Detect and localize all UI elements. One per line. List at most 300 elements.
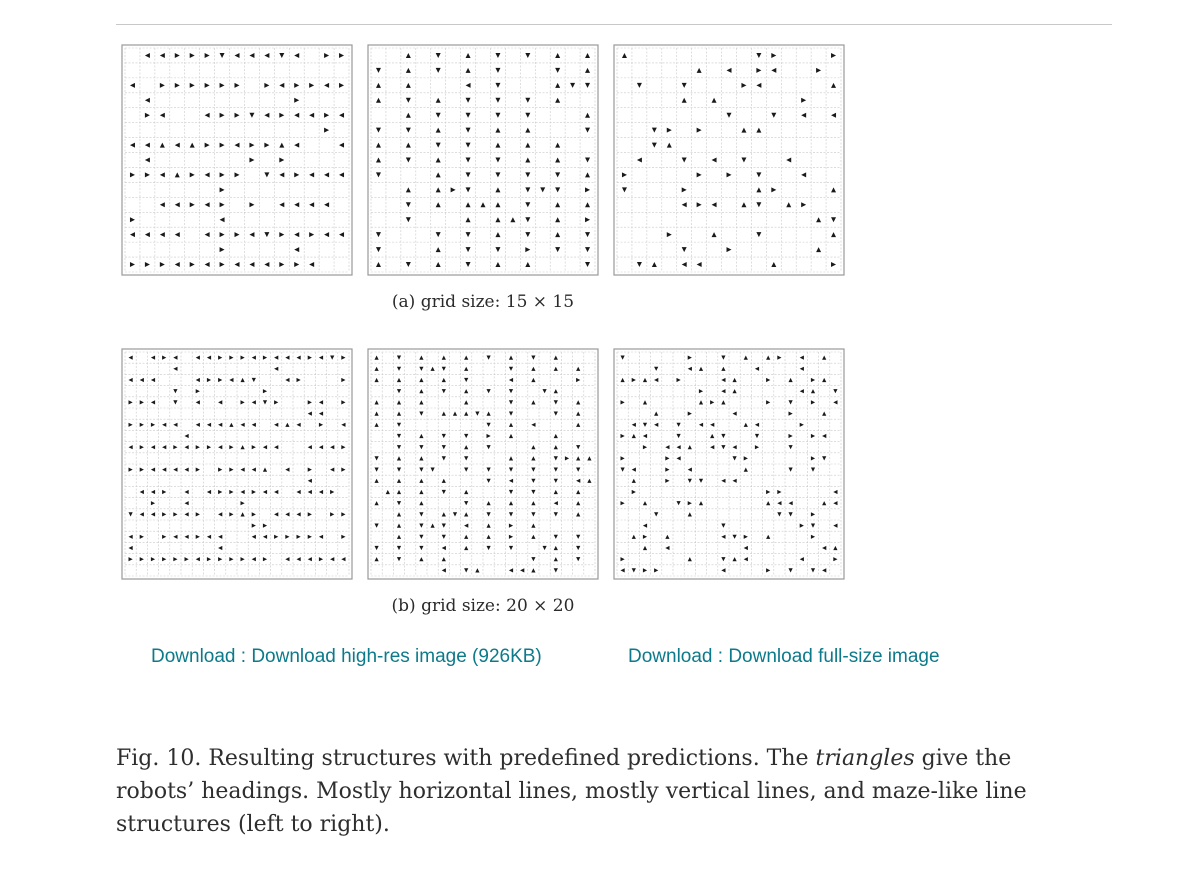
- robot-heading-triangle: [285, 356, 289, 360]
- robot-heading-triangle: [330, 356, 334, 360]
- robot-heading-triangle: [643, 568, 647, 572]
- robot-heading-triangle: [495, 68, 500, 73]
- robot-heading-triangle: [285, 423, 289, 427]
- robot-heading-triangle: [495, 53, 500, 58]
- robot-heading-triangle: [264, 53, 269, 58]
- robot-heading-triangle: [464, 535, 468, 539]
- robot-heading-triangle: [220, 217, 225, 222]
- robot-heading-triangle: [727, 113, 732, 118]
- robot-heading-triangle: [585, 217, 590, 222]
- robot-heading-triangle: [667, 232, 672, 237]
- robot-heading-triangle: [252, 400, 256, 404]
- robot-heading-triangle: [173, 389, 177, 393]
- robot-heading-triangle: [229, 512, 233, 516]
- robot-heading-triangle: [207, 445, 211, 449]
- robot-heading-triangle: [419, 367, 423, 371]
- robot-heading-triangle: [811, 434, 815, 438]
- robot-heading-triangle: [744, 468, 748, 472]
- robot-heading-triangle: [710, 434, 714, 438]
- robot-heading-triangle: [712, 232, 717, 237]
- download-fullsize-link[interactable]: Download : Download full-size image: [628, 646, 940, 667]
- robot-heading-triangle: [637, 158, 642, 163]
- robot-heading-triangle: [495, 143, 500, 148]
- robot-heading-triangle: [531, 524, 535, 528]
- robot-heading-triangle: [721, 356, 725, 360]
- robot-heading-triangle: [406, 158, 411, 163]
- robot-heading-triangle: [756, 232, 761, 237]
- robot-heading-triangle: [466, 53, 471, 58]
- robot-heading-triangle: [308, 400, 312, 404]
- robot-heading-triangle: [677, 434, 681, 438]
- robot-heading-triangle: [263, 490, 267, 494]
- robot-heading-triangle: [160, 143, 165, 148]
- robot-heading-triangle: [274, 445, 278, 449]
- robot-heading-triangle: [621, 557, 625, 561]
- robot-heading-triangle: [309, 172, 314, 177]
- robot-heading-triangle: [756, 68, 761, 73]
- robot-heading-triangle: [442, 456, 446, 460]
- robot-heading-triangle: [264, 172, 269, 177]
- robot-heading-triangle: [721, 367, 725, 371]
- robot-heading-triangle: [621, 400, 625, 404]
- robot-heading-triangle: [308, 490, 312, 494]
- robot-heading-triangle: [205, 113, 210, 118]
- robot-heading-triangle: [442, 434, 446, 438]
- robot-heading-triangle: [235, 83, 240, 88]
- download-highres-link[interactable]: Download : Download high-res image (926KB): [151, 646, 542, 667]
- robot-heading-triangle: [727, 247, 732, 252]
- robot-heading-triangle: [789, 378, 793, 382]
- robot-heading-triangle: [190, 262, 195, 267]
- robot-heading-triangle: [710, 423, 714, 427]
- robot-heading-triangle: [319, 535, 323, 539]
- robot-heading-triangle: [487, 468, 491, 472]
- robot-heading-triangle: [466, 143, 471, 148]
- robot-heading-triangle: [279, 172, 284, 177]
- robot-heading-triangle: [218, 535, 222, 539]
- robot-heading-triangle: [406, 113, 411, 118]
- robot-heading-triangle: [822, 568, 826, 572]
- robot-heading-triangle: [777, 501, 781, 505]
- robot-heading-triangle: [442, 568, 446, 572]
- robot-heading-triangle: [297, 490, 301, 494]
- robot-heading-triangle: [162, 512, 166, 516]
- robot-heading-triangle: [495, 247, 500, 252]
- robot-heading-triangle: [677, 456, 681, 460]
- robot-heading-triangle: [241, 445, 245, 449]
- robot-heading-triangle: [185, 501, 189, 505]
- robot-heading-triangle: [442, 479, 446, 483]
- robot-heading-triangle: [585, 232, 590, 237]
- robot-heading-triangle: [777, 512, 781, 516]
- robot-heading-triangle: [509, 423, 513, 427]
- robot-heading-triangle: [789, 468, 793, 472]
- robot-heading-triangle: [274, 367, 278, 371]
- robot-heading-triangle: [622, 187, 627, 192]
- robot-heading-triangle: [576, 535, 580, 539]
- robot-heading-triangle: [129, 356, 133, 360]
- panel-b-horizontal: [121, 348, 353, 580]
- robot-heading-triangle: [207, 490, 211, 494]
- robot-heading-triangle: [487, 423, 491, 427]
- robot-heading-triangle: [406, 143, 411, 148]
- robot-heading-triangle: [555, 202, 560, 207]
- robot-heading-triangle: [145, 113, 150, 118]
- robot-heading-triangle: [294, 172, 299, 177]
- robot-heading-triangle: [263, 389, 267, 393]
- robot-heading-triangle: [376, 98, 381, 103]
- robot-heading-triangle: [376, 68, 381, 73]
- robot-heading-triangle: [756, 83, 761, 88]
- robot-heading-triangle: [699, 501, 703, 505]
- robot-heading-triangle: [308, 412, 312, 416]
- robot-heading-triangle: [220, 83, 225, 88]
- robot-heading-triangle: [140, 490, 144, 494]
- robot-heading-triangle: [442, 356, 446, 360]
- robot-heading-triangle: [376, 143, 381, 148]
- robot-heading-triangle: [509, 412, 513, 416]
- robot-heading-triangle: [185, 490, 189, 494]
- robot-heading-triangle: [621, 468, 625, 472]
- robot-heading-triangle: [531, 490, 535, 494]
- robot-heading-triangle: [436, 68, 441, 73]
- robot-heading-triangle: [677, 378, 681, 382]
- robot-heading-triangle: [205, 83, 210, 88]
- robot-heading-triangle: [376, 83, 381, 88]
- robot-heading-triangle: [555, 232, 560, 237]
- robot-heading-triangle: [464, 568, 468, 572]
- robot-heading-triangle: [205, 172, 210, 177]
- robot-heading-triangle: [375, 356, 379, 360]
- grid-frame: [368, 45, 598, 275]
- robot-heading-triangle: [397, 524, 401, 528]
- robot-heading-triangle: [263, 468, 267, 472]
- robot-heading-triangle: [173, 535, 177, 539]
- robot-heading-triangle: [129, 512, 133, 516]
- robot-heading-triangle: [632, 479, 636, 483]
- robot-heading-triangle: [397, 400, 401, 404]
- robot-heading-triangle: [419, 546, 423, 550]
- robot-heading-triangle: [160, 83, 165, 88]
- robot-heading-triangle: [688, 479, 692, 483]
- robot-heading-triangle: [419, 378, 423, 382]
- robot-heading-triangle: [487, 546, 491, 550]
- robot-heading-triangle: [218, 378, 222, 382]
- robot-heading-triangle: [436, 187, 441, 192]
- robot-heading-triangle: [309, 232, 314, 237]
- panel-a-maze: [613, 44, 845, 276]
- robot-heading-triangle: [525, 128, 530, 133]
- robot-heading-triangle: [576, 468, 580, 472]
- robot-heading-triangle: [652, 143, 657, 148]
- robot-heading-triangle: [279, 202, 284, 207]
- robot-heading-triangle: [495, 187, 500, 192]
- robot-heading-triangle: [324, 113, 329, 118]
- robot-heading-triangle: [285, 535, 289, 539]
- robot-heading-triangle: [196, 468, 200, 472]
- robot-heading-triangle: [495, 83, 500, 88]
- robot-heading-triangle: [185, 512, 189, 516]
- robot-heading-triangle: [789, 445, 793, 449]
- robot-heading-triangle: [585, 158, 590, 163]
- robot-heading-triangle: [339, 143, 344, 148]
- robot-heading-triangle: [576, 501, 580, 505]
- robot-heading-triangle: [294, 98, 299, 103]
- robot-heading-triangle: [175, 83, 180, 88]
- robot-heading-triangle: [330, 512, 334, 516]
- robot-heading-triangle: [801, 98, 806, 103]
- robot-heading-triangle: [175, 143, 180, 148]
- robot-heading-triangle: [697, 128, 702, 133]
- robot-heading-triangle: [733, 378, 737, 382]
- robot-heading-triangle: [643, 434, 647, 438]
- robot-heading-triangle: [667, 128, 672, 133]
- robot-heading-triangle: [466, 217, 471, 222]
- robot-heading-triangle: [509, 434, 513, 438]
- robot-heading-triangle: [585, 53, 590, 58]
- robot-heading-triangle: [190, 172, 195, 177]
- robot-heading-triangle: [252, 490, 256, 494]
- robot-heading-triangle: [756, 202, 761, 207]
- robot-heading-triangle: [419, 490, 423, 494]
- robot-heading-triangle: [263, 557, 267, 561]
- robot-heading-triangle: [621, 568, 625, 572]
- robot-heading-triangle: [464, 456, 468, 460]
- robot-heading-triangle: [205, 53, 210, 58]
- robot-heading-triangle: [309, 83, 314, 88]
- robot-heading-triangle: [816, 217, 821, 222]
- robot-heading-triangle: [531, 356, 535, 360]
- robot-heading-triangle: [755, 367, 759, 371]
- robot-heading-triangle: [464, 434, 468, 438]
- robot-heading-triangle: [697, 202, 702, 207]
- robot-heading-triangle: [721, 479, 725, 483]
- robot-heading-triangle: [712, 98, 717, 103]
- robot-heading-triangle: [487, 356, 491, 360]
- robot-heading-triangle: [145, 262, 150, 267]
- robot-heading-triangle: [510, 217, 515, 222]
- robot-heading-triangle: [622, 172, 627, 177]
- robot-heading-triangle: [699, 400, 703, 404]
- robot-heading-triangle: [509, 512, 513, 516]
- robot-heading-triangle: [235, 53, 240, 58]
- robot-heading-triangle: [643, 400, 647, 404]
- robot-heading-triangle: [688, 356, 692, 360]
- robot-heading-triangle: [140, 535, 144, 539]
- robot-heading-triangle: [185, 535, 189, 539]
- robot-heading-triangle: [173, 356, 177, 360]
- robot-heading-triangle: [554, 367, 558, 371]
- robot-heading-triangle: [766, 501, 770, 505]
- robot-heading-triangle: [831, 232, 836, 237]
- robot-heading-triangle: [274, 356, 278, 360]
- robot-heading-triangle: [160, 202, 165, 207]
- robot-heading-triangle: [643, 378, 647, 382]
- robot-heading-triangle: [442, 524, 446, 528]
- robot-heading-triangle: [585, 113, 590, 118]
- robot-heading-triangle: [341, 400, 345, 404]
- robot-heading-triangle: [319, 557, 323, 561]
- robot-heading-triangle: [688, 501, 692, 505]
- robot-heading-triangle: [249, 262, 254, 267]
- robot-heading-triangle: [252, 356, 256, 360]
- robot-heading-triangle: [173, 512, 177, 516]
- robot-heading-triangle: [733, 412, 737, 416]
- robot-heading-triangle: [741, 83, 746, 88]
- robot-heading-triangle: [682, 83, 687, 88]
- robot-heading-triangle: [585, 247, 590, 252]
- robot-heading-triangle: [643, 423, 647, 427]
- robot-heading-triangle: [816, 247, 821, 252]
- robot-heading-triangle: [665, 468, 669, 472]
- robot-heading-triangle: [397, 535, 401, 539]
- caption-emphasis: triangles: [815, 746, 915, 771]
- robot-heading-triangle: [285, 378, 289, 382]
- robot-heading-triangle: [220, 232, 225, 237]
- robot-heading-triangle: [419, 535, 423, 539]
- robot-heading-triangle: [822, 546, 826, 550]
- robot-heading-triangle: [185, 434, 189, 438]
- robot-heading-triangle: [475, 412, 479, 416]
- robot-heading-triangle: [466, 128, 471, 133]
- robot-heading-triangle: [771, 53, 776, 58]
- robot-heading-triangle: [710, 445, 714, 449]
- caption-label: Fig. 10.: [116, 746, 202, 771]
- robot-heading-triangle: [190, 202, 195, 207]
- robot-heading-triangle: [419, 557, 423, 561]
- robot-heading-triangle: [585, 83, 590, 88]
- robot-heading-triangle: [175, 172, 180, 177]
- robot-heading-triangle: [185, 445, 189, 449]
- robot-heading-triangle: [235, 113, 240, 118]
- robot-heading-triangle: [833, 524, 837, 528]
- robot-heading-triangle: [531, 535, 535, 539]
- robot-heading-triangle: [241, 378, 245, 382]
- robot-heading-triangle: [436, 262, 441, 267]
- robot-heading-triangle: [509, 546, 513, 550]
- robot-heading-triangle: [252, 423, 256, 427]
- robot-heading-triangle: [341, 468, 345, 472]
- robot-heading-triangle: [733, 479, 737, 483]
- robot-heading-triangle: [654, 378, 658, 382]
- robot-heading-triangle: [397, 445, 401, 449]
- robot-heading-triangle: [665, 546, 669, 550]
- robot-heading-triangle: [294, 143, 299, 148]
- robot-heading-triangle: [397, 501, 401, 505]
- robot-heading-triangle: [531, 445, 535, 449]
- robot-heading-triangle: [173, 468, 177, 472]
- robot-heading-triangle: [151, 356, 155, 360]
- robot-heading-triangle: [800, 557, 804, 561]
- robot-heading-triangle: [771, 113, 776, 118]
- robot-heading-triangle: [789, 434, 793, 438]
- robot-heading-triangle: [555, 247, 560, 252]
- robot-heading-triangle: [229, 356, 233, 360]
- robot-heading-triangle: [130, 143, 135, 148]
- robot-heading-triangle: [397, 423, 401, 427]
- robot-heading-triangle: [755, 434, 759, 438]
- robot-heading-triangle: [397, 456, 401, 460]
- robot-heading-triangle: [525, 247, 530, 252]
- robot-heading-triangle: [249, 53, 254, 58]
- robot-heading-triangle: [744, 423, 748, 427]
- robot-heading-triangle: [241, 501, 245, 505]
- robot-heading-triangle: [495, 217, 500, 222]
- robot-heading-triangle: [643, 535, 647, 539]
- robot-heading-triangle: [229, 490, 233, 494]
- robot-heading-triangle: [130, 232, 135, 237]
- robot-heading-triangle: [419, 434, 423, 438]
- robot-heading-triangle: [376, 247, 381, 252]
- robot-heading-triangle: [207, 378, 211, 382]
- robot-heading-triangle: [481, 202, 486, 207]
- robot-heading-triangle: [682, 262, 687, 267]
- robot-heading-triangle: [822, 412, 826, 416]
- robot-heading-triangle: [525, 143, 530, 148]
- robot-heading-triangle: [733, 535, 737, 539]
- robot-heading-triangle: [585, 202, 590, 207]
- robot-heading-triangle: [789, 568, 793, 572]
- robot-heading-triangle: [643, 445, 647, 449]
- robot-heading-triangle: [801, 202, 806, 207]
- robot-heading-triangle: [652, 262, 657, 267]
- robot-heading-triangle: [487, 524, 491, 528]
- robot-heading-triangle: [531, 378, 535, 382]
- robot-heading-triangle: [554, 546, 558, 550]
- robot-heading-triangle: [419, 512, 423, 516]
- robot-heading-triangle: [218, 445, 222, 449]
- robot-heading-triangle: [531, 568, 535, 572]
- robot-heading-triangle: [196, 389, 200, 393]
- robot-heading-triangle: [543, 546, 547, 550]
- grid-b-vertical: [367, 348, 599, 580]
- robot-heading-triangle: [632, 423, 636, 427]
- robot-heading-triangle: [721, 400, 725, 404]
- robot-heading-triangle: [294, 232, 299, 237]
- robot-heading-triangle: [831, 217, 836, 222]
- robot-heading-triangle: [721, 378, 725, 382]
- robot-heading-triangle: [419, 445, 423, 449]
- robot-heading-triangle: [495, 98, 500, 103]
- robot-heading-triangle: [697, 172, 702, 177]
- robot-heading-triangle: [665, 445, 669, 449]
- robot-heading-triangle: [218, 423, 222, 427]
- robot-heading-triangle: [654, 512, 658, 516]
- robot-heading-triangle: [190, 143, 195, 148]
- robot-heading-triangle: [811, 535, 815, 539]
- robot-heading-triangle: [576, 557, 580, 561]
- robot-heading-triangle: [487, 535, 491, 539]
- robot-heading-triangle: [297, 557, 301, 561]
- robot-heading-triangle: [173, 423, 177, 427]
- robot-heading-triangle: [466, 172, 471, 177]
- robot-heading-triangle: [688, 412, 692, 416]
- robot-heading-triangle: [531, 501, 535, 505]
- robot-heading-triangle: [205, 232, 210, 237]
- robot-heading-triangle: [309, 202, 314, 207]
- robot-heading-triangle: [375, 367, 379, 371]
- robot-heading-triangle: [436, 232, 441, 237]
- robot-heading-triangle: [487, 512, 491, 516]
- subcaption-b: (b) grid size: 20 × 20: [391, 596, 575, 616]
- robot-heading-triangle: [129, 557, 133, 561]
- robot-heading-triangle: [263, 400, 267, 404]
- robot-heading-triangle: [419, 412, 423, 416]
- robot-heading-triangle: [145, 143, 150, 148]
- figure-caption: [116, 742, 1096, 841]
- robot-heading-triangle: [554, 434, 558, 438]
- robot-heading-triangle: [375, 524, 379, 528]
